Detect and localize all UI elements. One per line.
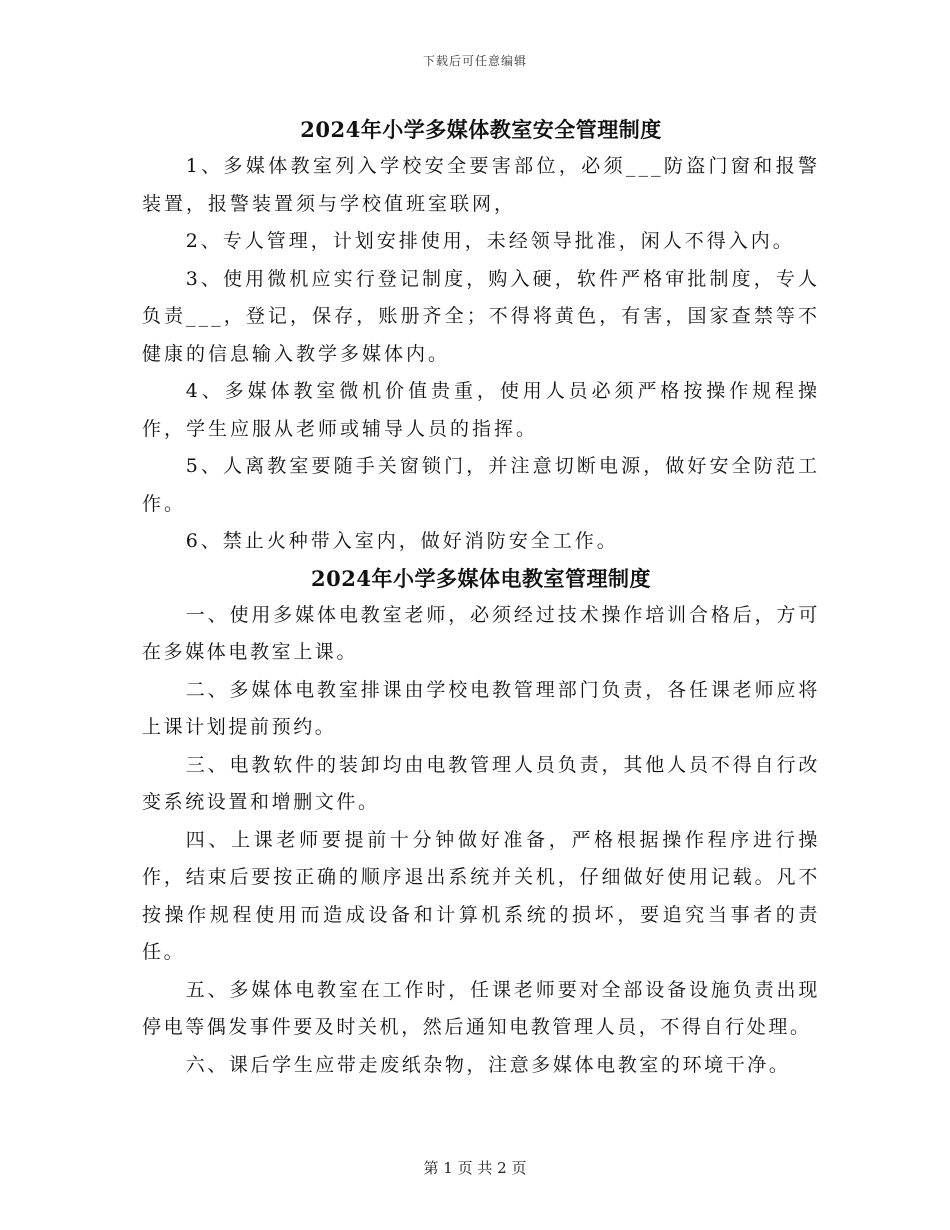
page-number: 第 1 页 共 2 页 [423, 1159, 527, 1177]
paragraph: 6、禁止火种带入室内，做好消防安全工作。 [185, 530, 619, 552]
paragraph: 3、使用微机应实行登记制度，购入硬，软件严格审批制度，专人负责___，登记，保存，账册齐全；不得将黄色，有害，国家查禁等不健康的信息输入教学多媒体内。 [142, 267, 820, 365]
paragraph: 2、专人管理，计划安排使用，未经领导批准，闲人不得入内。 [185, 230, 795, 252]
paragraph: 六、课后学生应带走废纸杂物，注意多媒体电教室的环境干净。 [185, 1053, 791, 1076]
section-safety-rules [142, 112, 820, 561]
paragraph: 5、人离教室要随手关窗锁门，并注意切断电源，做好安全防范工作。 [142, 455, 820, 515]
section-title: 2024年小学多媒体电教室管理制度 [311, 565, 651, 591]
header-note: 下载后可任意编辑 [422, 54, 527, 68]
document-body [142, 112, 820, 1084]
paragraph: 四、上课老师要提前十分钟做好准备，严格根据操作程序进行操作，结束后要按正确的顺序退出系统并关机，仔细做好使用记载。凡不按操作规程使用而造成设备和计算机系统的损坏，要追究当事者的责任。 [142, 828, 820, 963]
paragraph: 1、多媒体教室列入学校安全要害部位，必须___防盗门窗和报警装置，报警装置须与学校值班室联网， [142, 155, 820, 215]
paragraph: 三、电教软件的装卸均由电教管理人员负责，其他人员不得自行改变系统设置和增删文件。 [142, 753, 820, 813]
paragraph: 4、多媒体教室微机价值贵重，使用人员必须严格按操作规程操作，学生应服从老师或辅导人员的指挥。 [142, 380, 820, 440]
section-title: 2024年小学多媒体教室安全管理制度 [300, 117, 662, 142]
paragraph: 二、多媒体电教室排课由学校电教管理部门负责，各任课老师应将上课计划提前预约。 [142, 678, 820, 738]
paragraph: 一、使用多媒体电教室老师，必须经过技术操作培训合格后，方可在多媒体电教室上课。 [142, 603, 820, 663]
paragraph: 五、多媒体电教室在工作时，任课老师要对全部设备设施负责出现停电等偶发事件要及时关机，然后通知电教管理人员，不得自行处理。 [142, 978, 820, 1038]
section-av-room-rules [142, 561, 820, 1085]
